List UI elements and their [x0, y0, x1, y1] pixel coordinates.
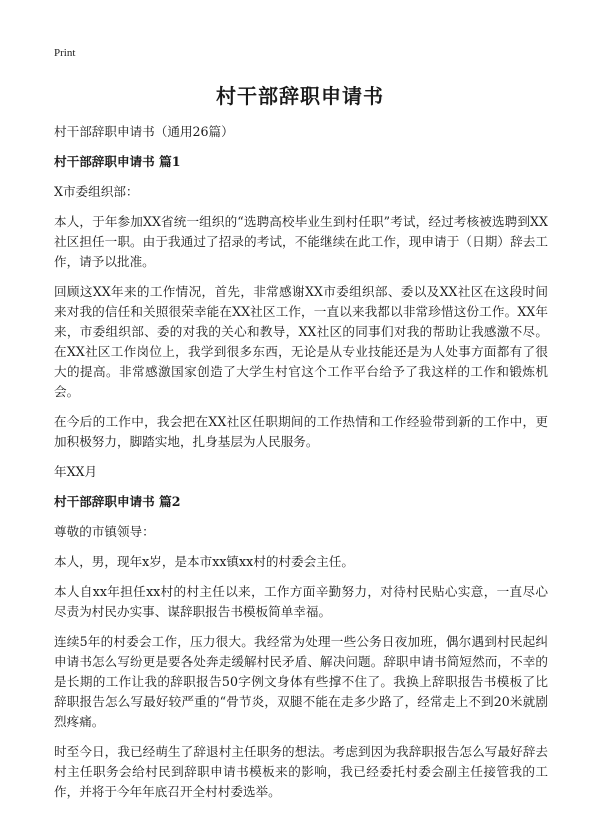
body-paragraph: 本人自xx年担任xx村的村主任以来，工作方面辛勤努力，对待村民贴心实意，一直尽心尽责为村民办实事、谋辞职报告书模板简单幸福。 — [54, 584, 548, 619]
body-paragraph: 时至今日，我已经萌生了辞退村主任职务的想法。考虑到因为我辞职报告怎么写最好辞去村主任职务会给村民到辞职申请书模板来的影响，我已经委托村委会副主任接管我的工作，并将于今年年底召开全村村委选举。 — [54, 744, 548, 799]
body-paragraph: 连续5年的村委会工作，压力很大。我经常为处理一些公务日夜加班，偶尔遇到村民起纠申请书怎么写纷更是要各处奔走缓解村民矛盾、解决问题。辞职申请书简短然而，不幸的是长期的工作让我的辞职报告50字例文身体有些撑不住了。我换上辞职报告书模板了比辞职报告怎么写最好较严重的“骨节炎，双腿不能在走多少路了，经常走上不到20米就剧烈疼痛。 — [54, 634, 548, 729]
section-heading: 村干部辞职申请书 篇2 — [54, 494, 181, 509]
document-subtitle: 村干部辞职申请书（通用26篇） — [54, 124, 234, 139]
salutation: 尊敬的市镇领导： — [54, 524, 155, 539]
body-paragraph: 本人，于年参加XX省统一组织的“选聘高校毕业生到村任职”考试，经过考核被选聘到XX社区担任一职。由于我通过了招录的考试，不能继续在此工作，现申请于（日期）辞去工作，请予以批准。 — [54, 214, 548, 269]
print-label: Print — [54, 47, 76, 59]
body-paragraph: 在今后的工作中，我会把在XX社区任职期间的工作热情和工作经验带到新的工作中，更加积极努力，脚踏实地，扎身基层为人民服务。 — [54, 414, 548, 449]
body-paragraph: 本人，男，现年x岁，是本市xx镇xx村的村委会主任。 — [54, 554, 354, 569]
salutation: X市委组织部： — [54, 184, 139, 199]
document-title: 村干部辞职申请书 — [216, 84, 384, 108]
document-body — [54, 122, 548, 812]
section-heading: 村干部辞职申请书 篇1 — [54, 154, 181, 169]
closing-date: 年XX月 — [54, 464, 98, 479]
body-paragraph: 回顾这XX年来的工作情况，首先，非常感谢XX市委组织部、委以及XX社区在这段时间来对我的信任和关照很荣幸能在XX社区工作，一直以来我都以非常珍惜这份工作。XX年来，市委组织部、委的对我的关心和教导，XX社区的同事们对我的帮助让我感激不尽。在XX社区工作岗位上，我学到很多东西，无论是从专业技能还是为人处事方面都有了很大的提高。非常感激国家创造了大学生村官这个工作平台给予了我这样的工作和锻炼机会。 — [54, 284, 548, 399]
